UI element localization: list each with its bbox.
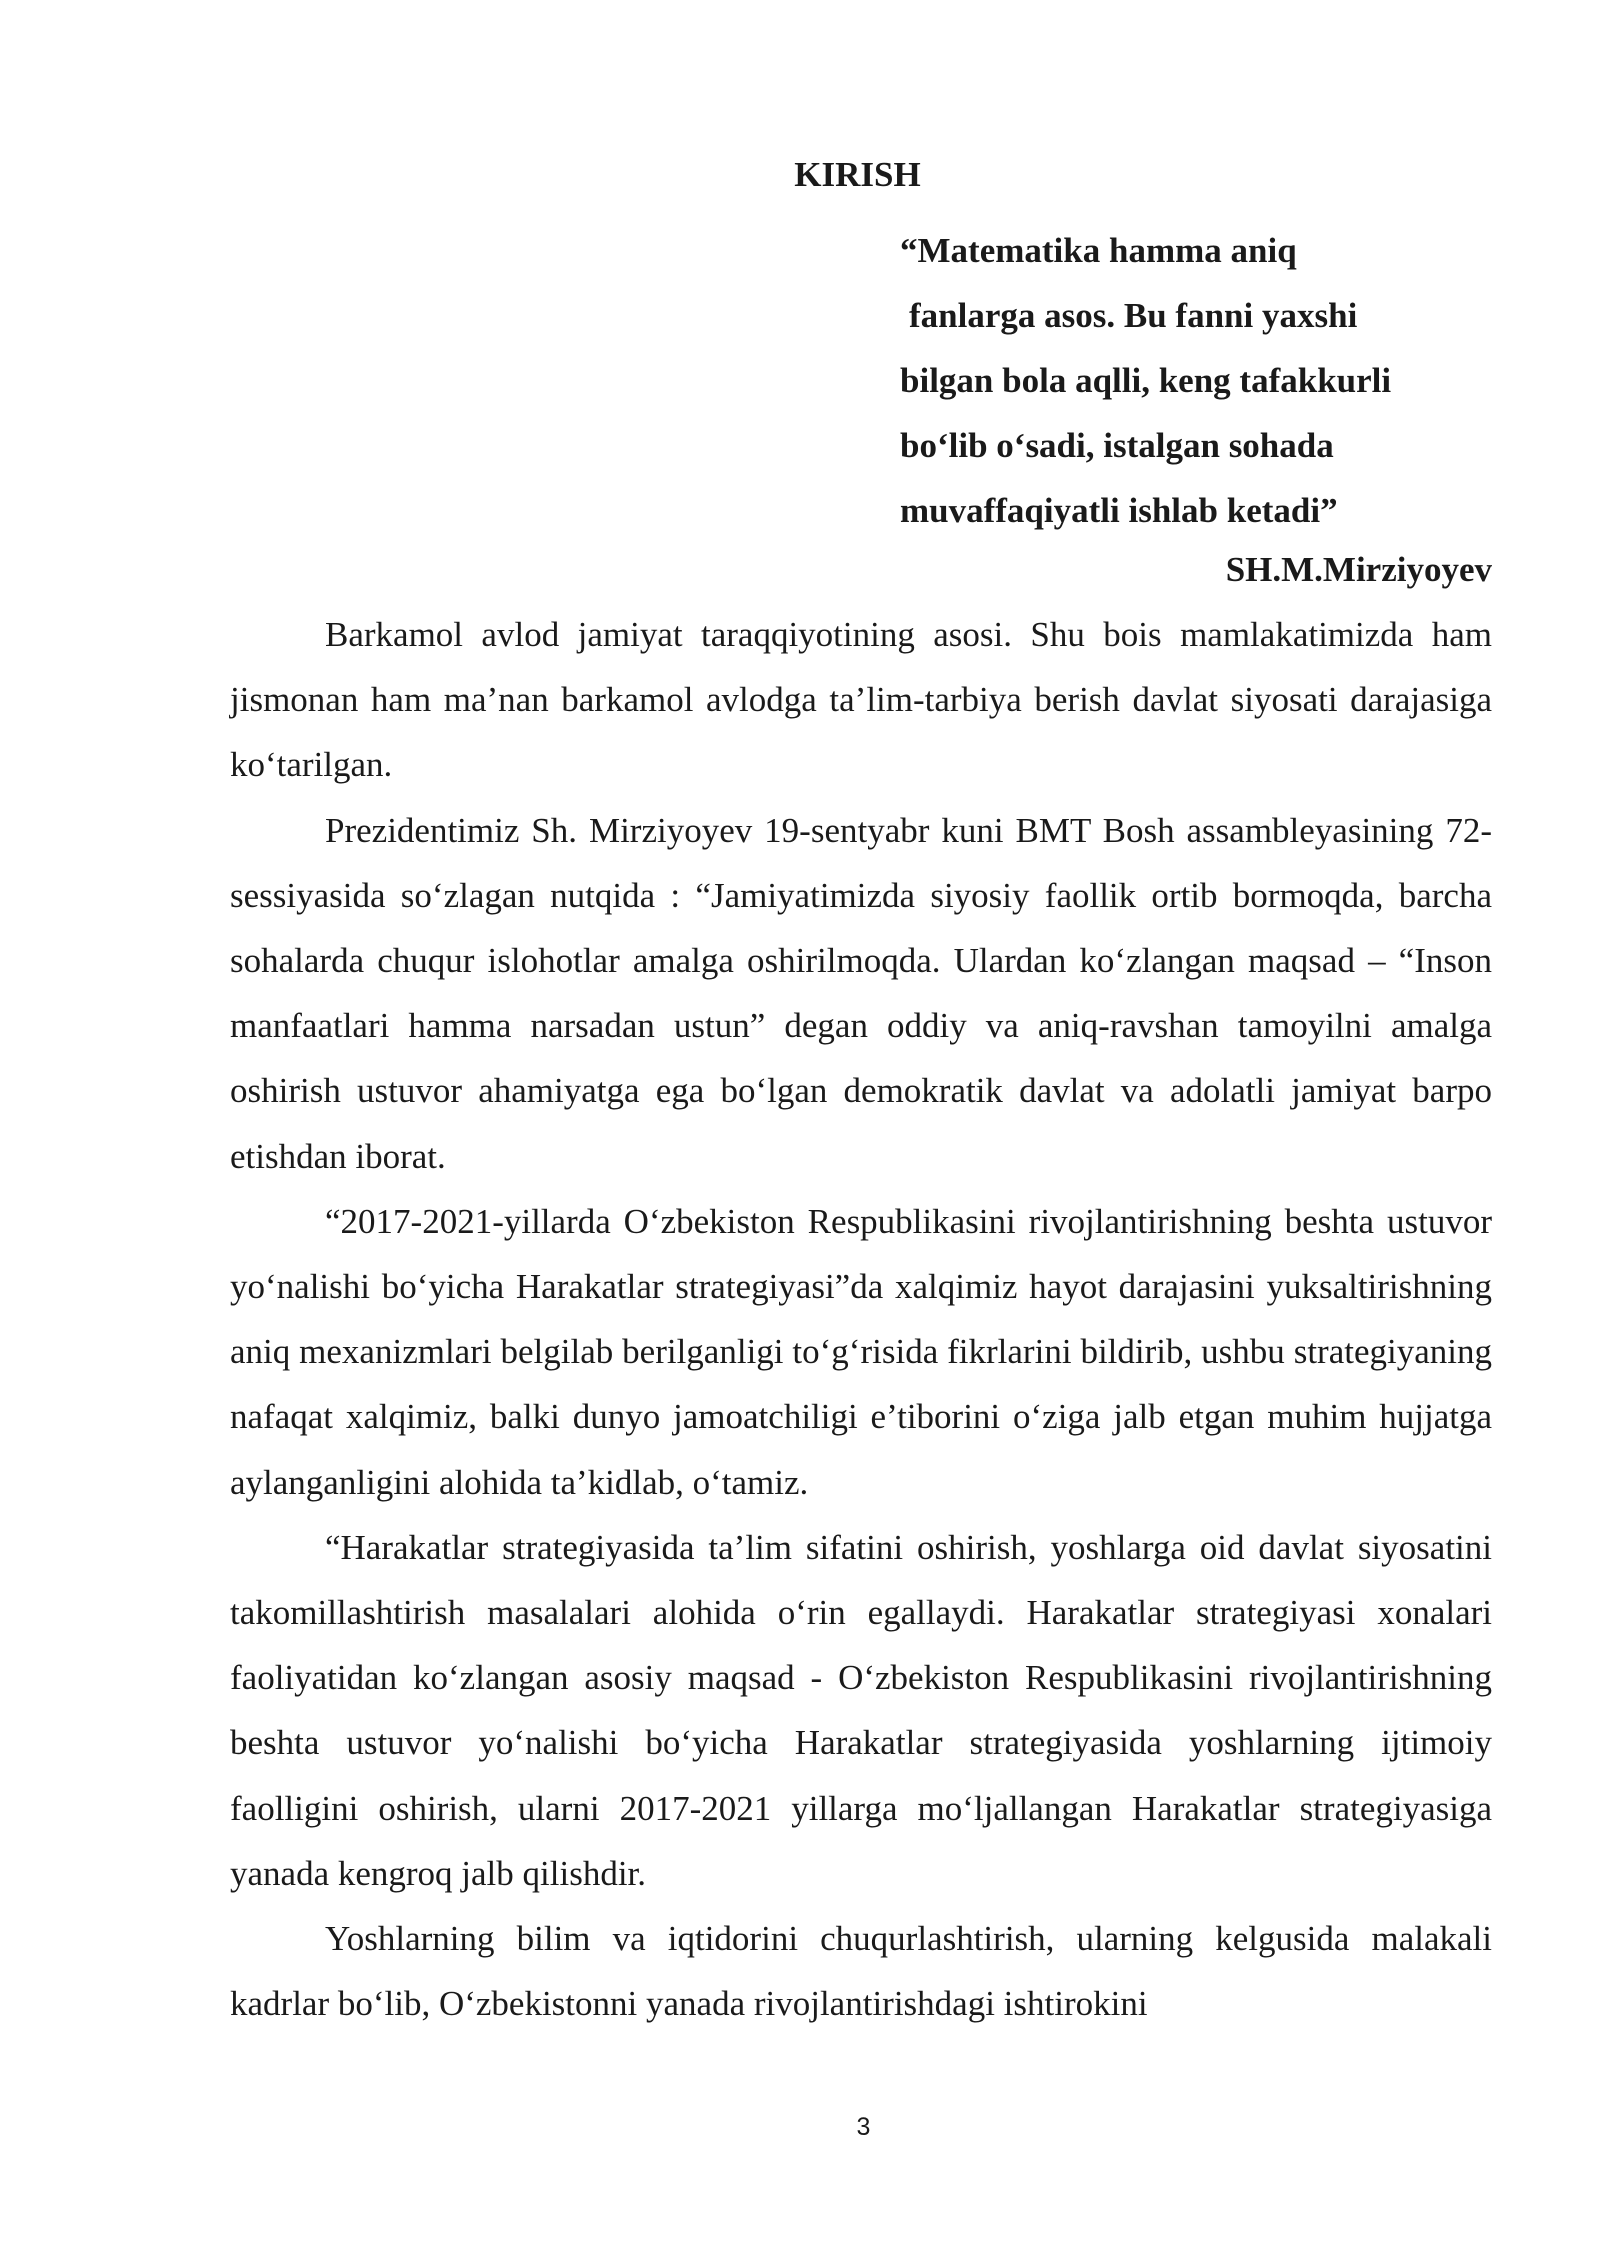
paragraph: Prezidentimiz Sh. Mirziyoyev 19-sentyabr kuni BMT Bosh assambleyasining 72-sessiyasida so‘zlagan nutqida : “Jamiyatimizda siyosiy faollik ortib bormoqda, barcha sohalarda chuqur islohotlar amalga oshirilmoqda. Ulardan ko‘zlangan maqsad – “Inson manfaatlari hamma narsadan ustun” degan oddiy va aniq-ravshan tamoyilni amalga oshirish ustuvor ahamiyatga ega bo‘lgan demokratik davlat va adolatli jamiyat barpo etishdan iborat. [230,810,1492,1176]
epigraph-quote [900,218,1500,543]
paragraph: “2017-2021-yillarda O‘zbekiston Respublikasini rivojlantirishning beshta ustuvor yo‘nalishi bo‘yicha Harakatlar strategiyasi”da xalqimiz hayot darajasini yuksaltirishning aniq mexanizmlari belgilab berilganligi to‘g‘risida fikrlarini bildirib, ushbu strategiyaning nafaqat xalqimiz, balki dunyo jamoatchiligi e’tiborini o‘ziga jalb etgan muhim hujjatga aylanganligini alohida ta’kidlab, o‘tamiz. [230,1201,1492,1502]
epigraph-line: muvaffaqiyatli ishlab ketadi” [900,491,1338,530]
paragraph: “Harakatlar strategiyasida ta’lim sifatini oshirish, yoshlarga oid davlat siyosatini takomillashtirish masalalari alohida o‘rin egallaydi. Harakatlar strategiyasi xonalari faoliyatidan ko‘zlangan asosiy maqsad - O‘zbekiston Respublikasini rivojlantirishning beshta ustuvor yo‘nalishi bo‘yicha Harakatlar strategiyasida yoshlarning ijtimoiy faolligini oshirish, ularni 2017-2021 yillarga mo‘ljallangan Harakatlar strategiyasiga yanada kengroq jalb qilishdir. [230,1527,1492,1893]
epigraph-line: fanlarga asos. Bu fanni yaxshi [909,296,1358,335]
paragraph: Barkamol avlod jamiyat taraqqiyotining asosi. Shu bois mamlakatimizda ham jismonan ham ma’nan barkamol avlodga ta’lim-tarbiya berish davlat siyosati darajasiga ko‘tarilgan. [230,615,1492,785]
epigraph-author: SH.M.Mirziyoyev [1225,550,1492,589]
epigraph-line: “Matematika hamma aniq [900,231,1297,270]
paragraph: Yoshlarning bilim va iqtidorini chuqurlashtirish, ularning kelgusida malakali kadrlar bo‘lib, O‘zbekistonni yanada rivojlantirishdagi ishtirokini [230,1919,1492,2024]
epigraph-line: bo‘lib o‘sadi, istalgan sohada [900,426,1334,465]
body-text [230,602,1492,2036]
epigraph-line: bilgan bola aqlli, keng tafakkurli [900,361,1392,400]
section-heading: KIRISH [794,155,921,194]
page-number: 3 [856,2113,871,2141]
